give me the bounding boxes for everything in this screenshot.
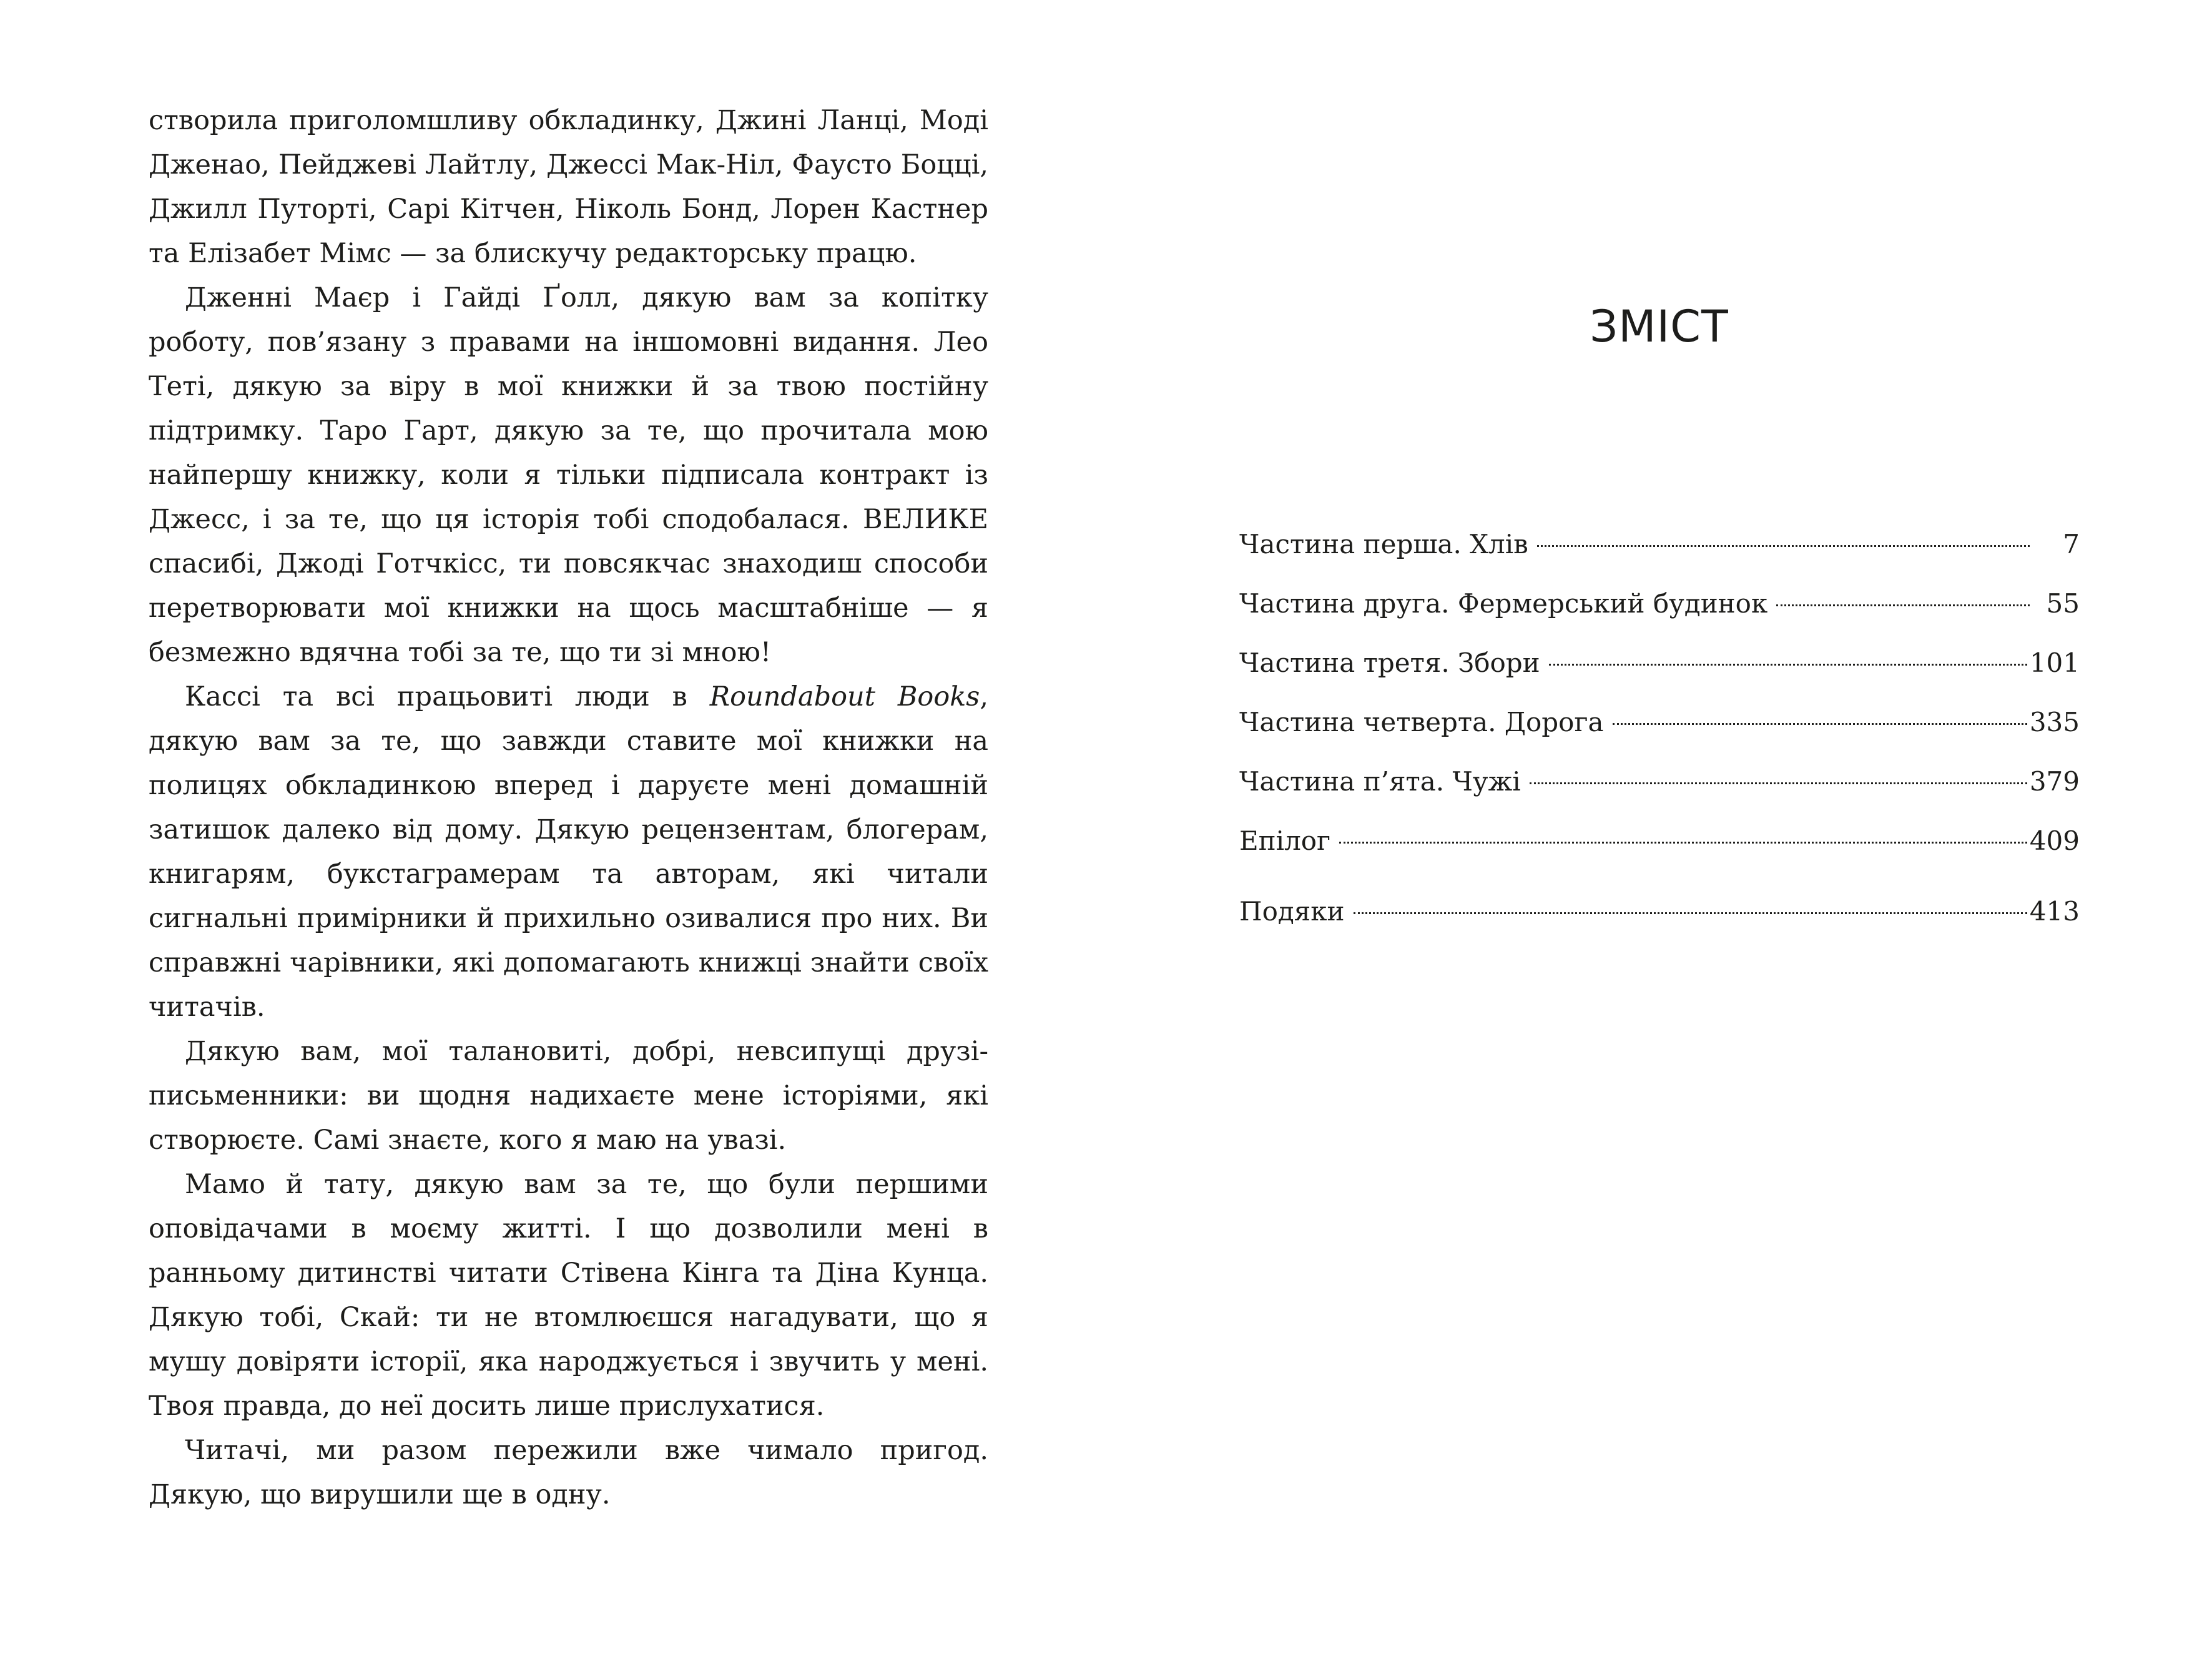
paragraph-3 — [149, 675, 988, 1030]
toc-entry-page: 413 — [2029, 896, 2080, 927]
toc-entry-part-1[interactable] — [1239, 522, 2080, 581]
toc-entry-page: 7 — [2063, 529, 2080, 559]
toc-entry-part-4[interactable] — [1239, 700, 2080, 759]
toc-entry-epilogue[interactable] — [1239, 819, 2080, 878]
toc-entry-label: Частина третя. Збори — [1239, 647, 1540, 678]
right-page — [1106, 0, 2212, 1659]
toc-entry-label: Частина перша. Хлів — [1239, 529, 1528, 559]
toc-entry-label: Частина друга. Фермерський будинок — [1239, 588, 1768, 619]
toc-entry-page: 409 — [2029, 825, 2080, 856]
toc-title: ЗМІСТ — [1590, 301, 1729, 352]
toc-entry-page: 101 — [2029, 647, 2080, 678]
paragraph-4: Дякую вам, мої талановиті, добрі, невсипущі друзі-письменники: ви щодня надихаєте мене історіями, які створюєте. Самі знаєте, кого я маю на увазі. — [149, 1036, 988, 1156]
toc-entry-part-5[interactable] — [1239, 759, 2080, 819]
dot-leader — [1776, 604, 2030, 606]
dot-leader — [1613, 723, 2027, 725]
paragraph-3-start: Кассі та всі працьовиті люди в — [185, 681, 710, 712]
toc-entry-acknowledgements[interactable] — [1239, 889, 2080, 948]
toc-entry-label: Частина четверта. Дорога — [1239, 707, 1604, 737]
paragraph-5: Мамо й тату, дякую вам за те, що були першими оповідачами в моєму житті. І що дозволили мені в ранньому дитинстві читати Стівена Кінга та Діна Кунца. Дякую тобі, Скай: ти не втомлюєшся нагадувати, що я мушу довіряти історії, яка народжується і звучить у мені. Твоя правда, до неї досить лише прислухатися. — [149, 1169, 988, 1422]
dot-leader — [1530, 782, 2027, 784]
toc-entry-label: Частина п’ята. Чужі — [1239, 766, 1521, 797]
dot-leader — [1354, 912, 2027, 914]
toc-entry-label: Епілог — [1239, 825, 1331, 856]
paragraph-2: Дженні Маєр і Гайді Ґолл, дякую вам за копітку роботу, пов’язану з правами на іншомовні видання. Лео Теті, дякую за віру в мої книжки й за твою постійну підтримку. Таро Гарт, дякую за те, що прочитала мою найпершу книжку, коли я тільки підписала контракт із Джесс, і за те, що ця історія тобі сподобалася. ВЕЛИКЕ спасибі, Джоді Готчкісс, ти повсякчас знаходиш способи перетворювати мої книжки на щось масштабніше — я безмежно вдячна тобі за те, що ти зі мною! — [149, 282, 988, 668]
dot-leader — [1549, 664, 2027, 666]
toc-entry-part-3[interactable] — [1239, 641, 2080, 700]
dot-leader — [1537, 545, 2030, 547]
toc-entry-part-2[interactable] — [1239, 581, 2080, 641]
toc-entry-label: Подяки — [1239, 896, 1345, 927]
acknowledgements-text — [149, 99, 988, 1517]
bookstore-name: Roundabout Books — [709, 681, 980, 712]
toc-entry-page: 379 — [2029, 766, 2080, 797]
table-of-contents — [1239, 522, 2080, 948]
paragraph-1: створила приголомшливу обкладинку, Джині Ланці, Моді Дженао, Пейджеві Лайтлу, Джессі Мак-Ніл, Фаусто Боцці, Джилл Путорті, Сарі Кітчен, Ніколь Бонд, Лорен Кастнер та Елізабет Мімс — за блискучу редакторську працю. — [149, 105, 988, 269]
toc-entry-page: 335 — [2029, 707, 2080, 737]
paragraph-6: Читачі, ми разом пережили вже чимало пригод. Дякую, що вирушили ще в одну. — [149, 1435, 988, 1510]
toc-entry-page: 55 — [2046, 588, 2080, 619]
dot-leader — [1339, 842, 2027, 844]
paragraph-3-end: , дякую вам за те, що завжди ставите мої книжки на полицях обкладинкою вперед і даруєте мені домашній затишок далеко від дому. Дякую рецензентам, блогерам, книгарям, букстаграмерам та авторам, які читали сигнальні примірники й прихильно озивалися про них. Ви справжні чарівники, які допомагають книжці знайти своїх читачів. — [149, 681, 989, 1023]
